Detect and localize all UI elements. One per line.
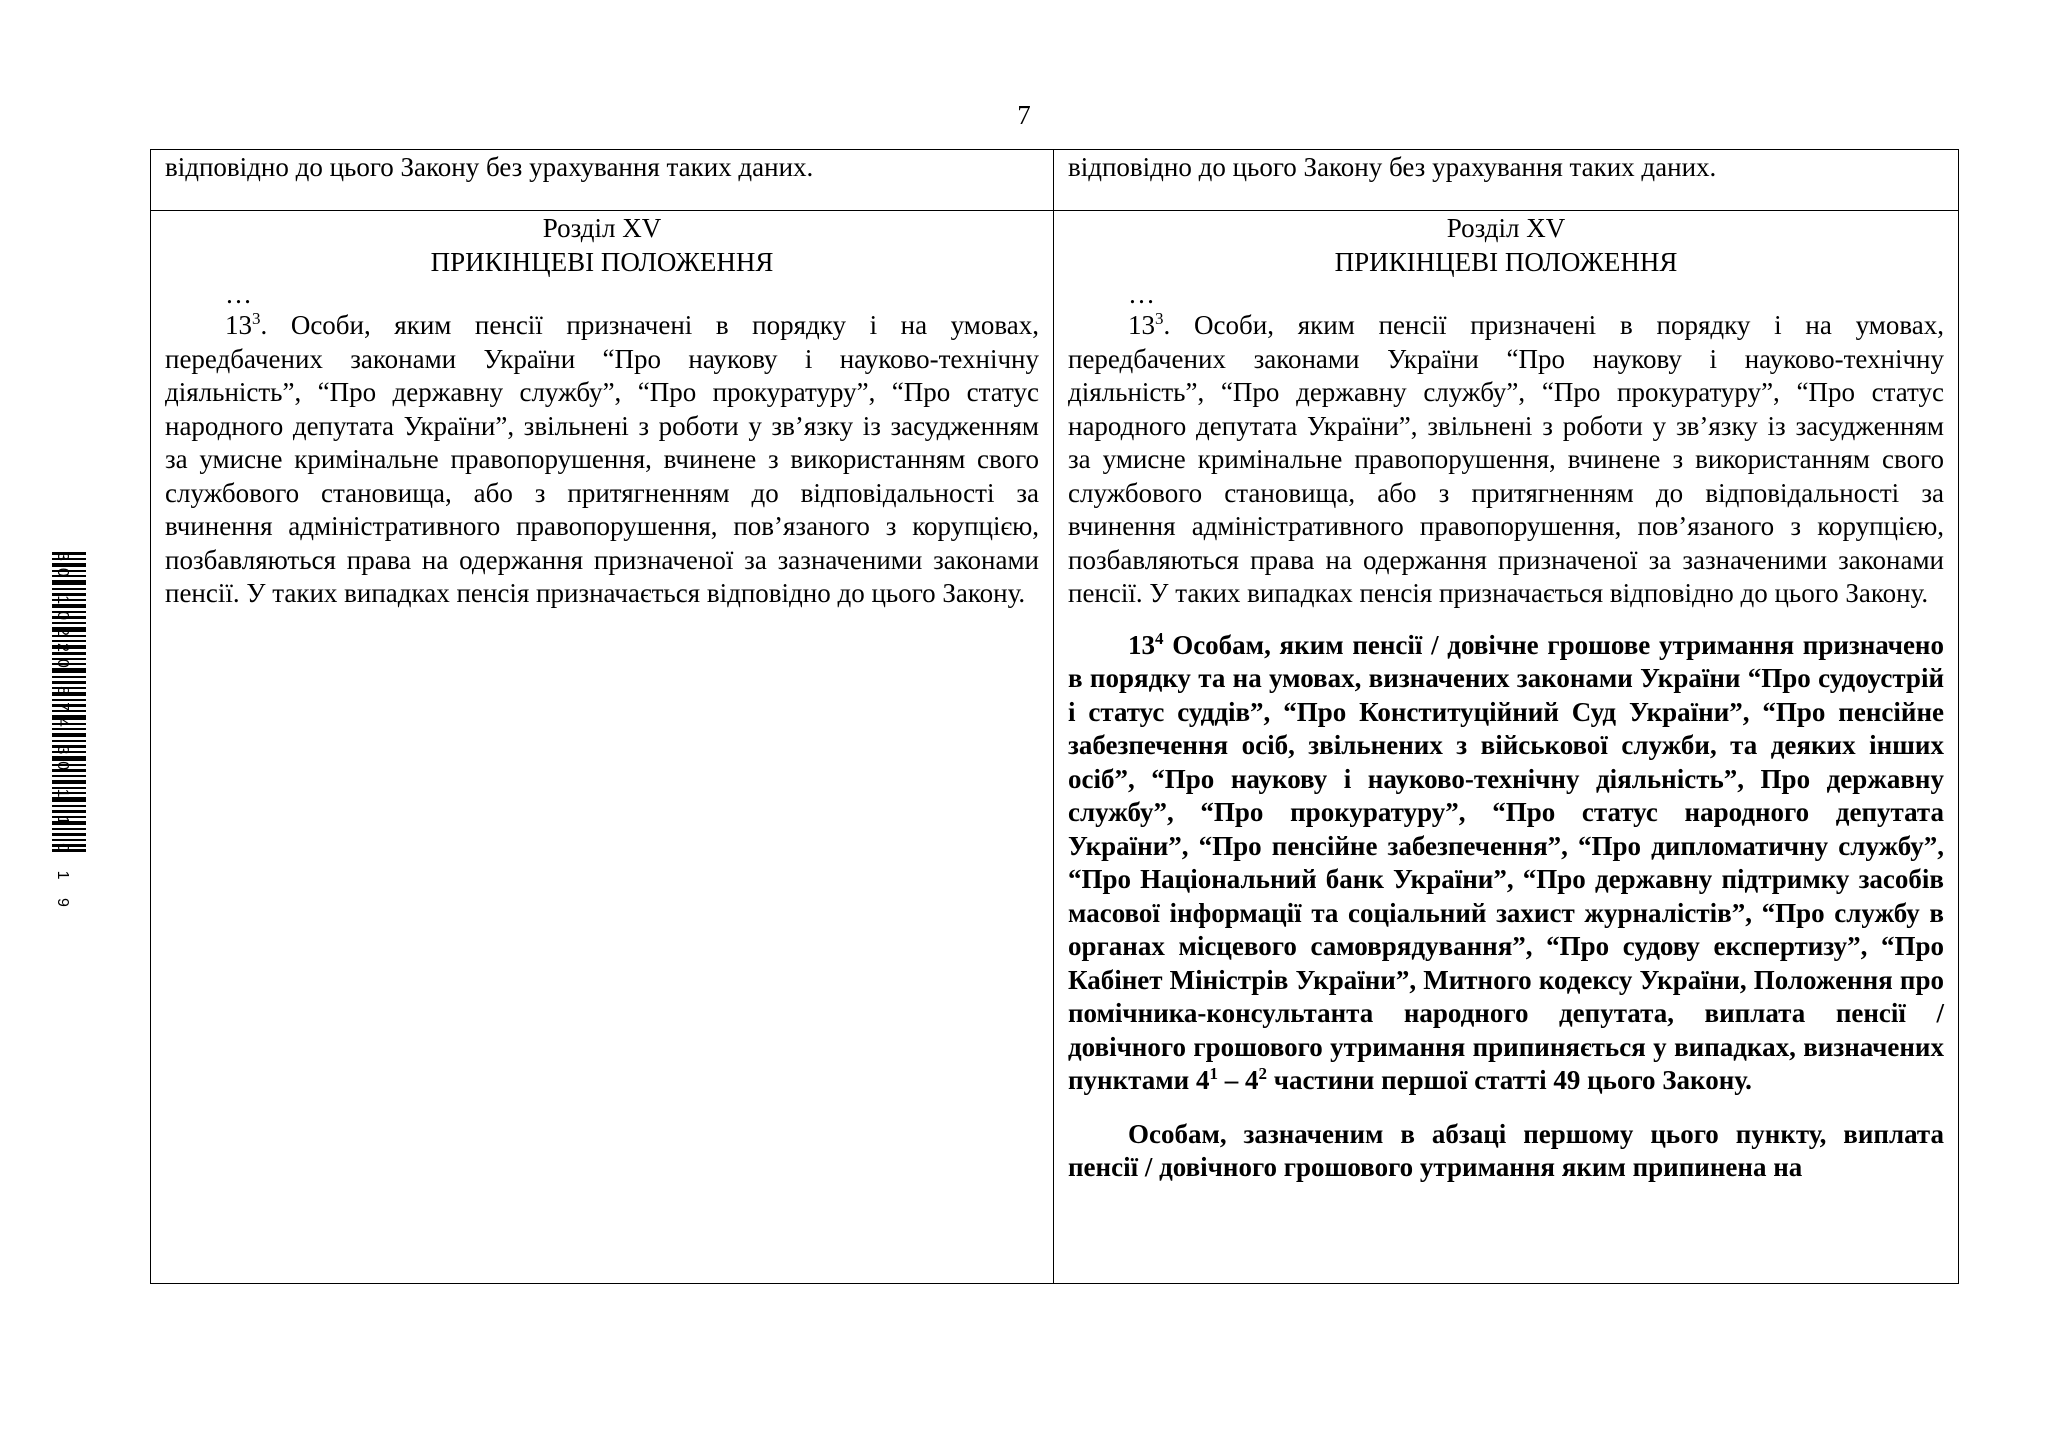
item-number-left: 13 <box>225 310 252 340</box>
table-row-top <box>151 150 1959 211</box>
item-13-4-new <box>1068 629 1944 1098</box>
table-row-main <box>151 211 1959 1284</box>
new-item-sup-a: 1 <box>1209 1064 1218 1083</box>
item-13-4-second-paragraph: Особам, зазначеним в абзаці першому цього пункту, виплата пенсії / довічного грошового утримання яким припинена на <box>1068 1118 1944 1182</box>
item-text-left: . Особи, яким пенсії призначені в порядку і на умовах, передбачених законами України “Про наукову і науково-технічну діяльність”, “Про державну службу”, “Про прокуратуру”, “Про статус народного депутата України”, звільнені з роботи у зв’язку із засудженням за умисне кримінальне правопорушення, вчинене з використанням свого службового становища, або з притягненням до відповідальності за вчинення адміністративного правопорушення, пов’язаного з корупцією, позбавляються права на одержання призначеної за зазначеними законами пенсії. У таких випадках пенсія призначається відповідно до цього Закону. <box>165 310 1039 608</box>
page-number: 7 <box>1017 100 1031 130</box>
barcode <box>52 552 86 914</box>
new-item-dash: – 4 <box>1217 1065 1259 1095</box>
new-item-tail: частини першої статті 49 цього Закону. <box>1266 1065 1752 1095</box>
cell-main-right <box>1054 211 1959 1284</box>
new-item-sup: 4 <box>1155 628 1164 648</box>
section-heading-right: Розділ XV <box>1446 213 1566 243</box>
section-heading-left: Розділ XV <box>542 213 662 243</box>
new-item-number: 13 <box>1128 629 1155 660</box>
ellipsis-right: … <box>1128 279 1155 309</box>
section-title-left: ПРИКІНЦЕВІ ПОЛОЖЕННЯ <box>430 247 774 277</box>
new-item-sup-b: 2 <box>1258 1064 1267 1083</box>
new-item-text: Особам, яким пенсії / довічне грошове утримання призначено в порядку та на умовах, визначених законами України “Про судоустрій і статус суддів”, “Про Конституційний Суд України”, “Про пенсійне забезпечення осіб, звільнених з військової служби, та деяких інших осіб”, “Про наукову і науково-технічну діяльність”, Про державну службу”, “Про прокуратуру”, “Про статус народного депутата України”, “Про пенсійне забезпечення”, “Про дипломатичну службу”, “Про Національний банк України”, “Про державну підтримку засобів масової інформації та соціальний захист журналістів”, “Про службу в органах місцевого самоврядування”, “Про судову експертизу”, “Про Кабінет Міністрів України”, Митного кодексу України, Положення про помічника-консультанта народного депутата, виплата пенсії / довічного грошового утримання припиняється у випадках, визначених пунктами 4 <box>1068 629 1944 1095</box>
section-title-right: ПРИКІНЦЕВІ ПОЛОЖЕННЯ <box>1334 247 1678 277</box>
cell-top-right: відповідно до цього Закону без урахування таких даних. <box>1054 150 1959 211</box>
cell-top-left: відповідно до цього Закону без урахування таких даних. <box>151 150 1054 211</box>
item-13-3-left <box>165 309 1039 611</box>
item-sup-left: 3 <box>252 309 261 328</box>
item-number-right: 13 <box>1128 310 1155 340</box>
item-text-right: . Особи, яким пенсії призначені в порядку і на умовах, передбачених законами України “Про наукову і науково-технічну діяльність”, “Про державну службу”, “Про прокуратуру”, “Про статус народного депутата України”, звільнені з роботи у зв’язку із засудженням за умисне кримінальне правопорушення, вчинене з використанням свого службового становища, або з притягненням до відповідальності за вчинення адміністративного правопорушення, пов’язаного з корупцією, позбавляються права на одержання призначеної за зазначеними законами пенсії. У таких випадках пенсія призначається відповідно до цього Закону. <box>1068 310 1944 608</box>
ellipsis-left: … <box>225 279 252 309</box>
item-13-3-right <box>1068 309 1944 611</box>
cell-main-left <box>151 211 1054 1284</box>
comparison-table <box>150 149 1959 1284</box>
barcode-digits: 30 10220 874 30 1 1 0 1 9 <box>54 552 71 914</box>
item-sup-right: 3 <box>1155 309 1164 328</box>
